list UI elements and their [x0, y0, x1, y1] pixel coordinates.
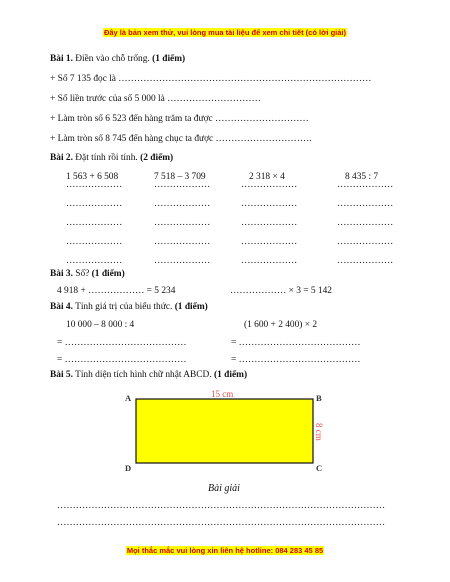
work-dots-r5-c1: ……………… — [66, 256, 123, 266]
hotline-banner — [0, 546, 450, 555]
bai3-title — [50, 269, 125, 279]
corner-label-d: D — [125, 463, 132, 473]
bai3-right-equation: ……………… × 3 = 5 142 — [230, 286, 332, 296]
work-dots-r4-c4: ……………… — [337, 237, 394, 247]
bai1-item-3: + Làm tròn số 6 523 đến hàng trăm ta được ………………………… — [50, 114, 309, 124]
bai1-instruction: Điền vào chỗ trống. — [72, 54, 153, 64]
work-dots-r4-c1: ……………… — [66, 237, 123, 247]
solution-heading: Bài giải — [208, 483, 240, 494]
bai5-title — [50, 370, 247, 380]
work-dots-r3-c4: ……………… — [337, 218, 394, 228]
corner-label-a: A — [125, 393, 132, 403]
bai4-right-line-1: = ………………………………… — [231, 338, 361, 348]
height-label: 8 cm — [314, 423, 324, 441]
work-dots-r2-c4: ……………… — [337, 199, 394, 209]
rectangle-abcd — [136, 399, 313, 463]
work-dots-r4-c3: ……………… — [241, 237, 298, 247]
preview-banner — [0, 28, 450, 37]
bai2-expr-1: 1 563 + 6 508 — [66, 172, 119, 182]
work-dots-r1-c4: ……………… — [337, 180, 394, 190]
bai4-expr-left: 10 000 – 8 000 : 4 — [66, 320, 135, 330]
bai3-instruction: Số? — [72, 269, 92, 279]
bai2-expr-3: 2 318 × 4 — [249, 172, 285, 182]
work-dots-r5-c4: ……………… — [337, 256, 394, 266]
bai3-number: Bài 3. — [50, 269, 73, 279]
bai2-title — [50, 153, 173, 163]
work-dots-r1-c3: ……………… — [241, 180, 298, 190]
corner-label-c: C — [316, 463, 323, 473]
bai4-right-line-2: = ………………………………… — [231, 355, 361, 365]
preview-banner-text: Đây là bản xem thử, vui lòng mua tài liệu để xem chi tiết (có lời giải) — [103, 28, 347, 37]
work-dots-r3-c1: ……………… — [66, 218, 123, 228]
bai2-points: (2 điểm) — [140, 153, 174, 163]
bai4-title — [50, 302, 208, 312]
bai1-number: Bài 1. — [50, 54, 73, 64]
work-dots-r3-c3: ……………… — [241, 218, 298, 228]
work-dots-r3-c2: ……………… — [154, 218, 211, 228]
bai4-points: (1 điểm) — [174, 302, 208, 312]
bai1-item-4: + Làm tròn số 8 745 đến hàng chục ta được …………………………. — [50, 134, 312, 144]
bai1-title — [50, 54, 185, 64]
bai2-expr-4: 8 435 : 7 — [345, 172, 379, 182]
bai4-number: Bài 4. — [50, 302, 73, 312]
work-dots-r1-c2: ……………… — [154, 180, 211, 190]
bai2-number: Bài 2. — [50, 153, 73, 163]
bai5-points: (1 điểm) — [214, 370, 248, 380]
work-dots-r4-c2: ……………… — [154, 237, 211, 247]
work-dots-r2-c2: ……………… — [154, 199, 211, 209]
work-dots-r1-c1: ……………… — [66, 180, 123, 190]
bai4-left-line-1: = ………………………………… — [57, 338, 187, 348]
work-dots-r5-c3: ……………… — [241, 256, 298, 266]
bai1-item-2: + Số liền trước của số 5 000 là ………………………… — [50, 94, 261, 104]
answer-line-1: …………………………………………………………………………………………… — [57, 501, 386, 511]
rectangle-abcd-figure — [123, 389, 325, 473]
bai2-expr-2: 7 518 – 3 709 — [154, 172, 206, 182]
bai3-left-equation: 4 918 + ……………… = 5 234 — [57, 286, 176, 296]
work-dots-r2-c3: ……………… — [241, 199, 298, 209]
bai3-points: (1 điểm) — [91, 269, 125, 279]
bai4-instruction: Tính giá trị của biểu thức. — [72, 302, 175, 312]
bai1-points: (1 điểm) — [152, 54, 186, 64]
bai4-expr-right: (1 600 + 2 400) × 2 — [244, 320, 318, 330]
answer-line-2: …………………………………………………………………………………………… — [57, 518, 386, 528]
bai4-left-line-2: = ………………………………… — [57, 355, 187, 365]
width-label: 15 cm — [211, 389, 234, 399]
bai1-item-1: + Số 7 135 đọc là ……………………………………………………………………… — [50, 74, 372, 84]
corner-label-b: B — [316, 393, 322, 403]
work-dots-r5-c2: ……………… — [154, 256, 211, 266]
bai5-instruction: Tính diện tích hình chữ nhật ABCD. — [72, 370, 215, 380]
bai2-instruction: Đặt tính rồi tính. — [72, 153, 141, 163]
work-dots-r2-c1: ……………… — [66, 199, 123, 209]
bai5-number: Bài 5. — [50, 370, 73, 380]
hotline-banner-text: Mọi thắc mắc vui lòng xin liên hệ hotline: 084 283 45 85 — [126, 546, 324, 555]
